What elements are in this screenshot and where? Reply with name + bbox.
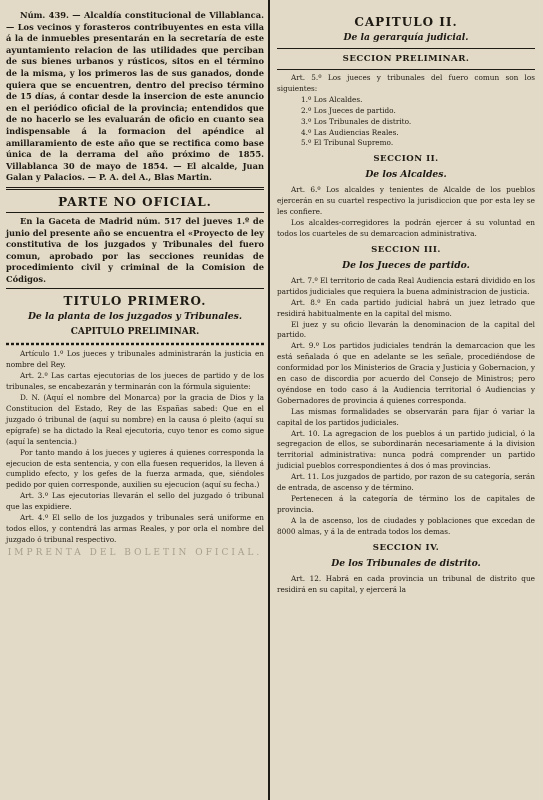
double-rule — [6, 187, 264, 190]
rule — [6, 288, 264, 289]
article-2: Art. 2.º Las cartas ejecutorias de los jueces de partido y de los tribunales, se encabezarán y terminarán con la fórmula siguiente: — [6, 371, 264, 392]
column-divider — [268, 0, 270, 800]
article-6-para: Los alcaldes-corregidores la podrán ejercer á su voluntad en todos los cuarteles de su demarcacion administrativa. — [277, 218, 535, 238]
article-5: Art. 5.º Los jueces y tribunales del fuero comun son los siguientes: — [277, 73, 535, 93]
alcaldia-notice: Núm. 439. — Alcaldía constitucional de Villablanca. — Los vecinos y forasteros contribuyentes en esta villa á la de inmuebles presentarán en la secretaría de este ayuntamiento relacion de las utilidades que perciban de sus bienes urbanos y rústicos, sitos en el término de la misma, y los primeros las de sus ganados, donde quiera que se encuentren, dentro del preciso término de 15 días, á contar desde la insercion de este anuncio en el periódico oficial de la provincia; entendidos que de no hacerlo se les evaluarán de oficio en cuanto sea indispensable á la formacion del apéndice al amillaramiento de este año que se rectifica como base única de la derrama del año próximo de 1855. Villablanca 30 de mayo de 1854. — El alcalde, Juan Galan y Palacios. — P. A. del A., Blas Martin. — [6, 10, 264, 183]
article-4: Art. 4.º El sello de los juzgados y tribunales será uniforme en todos ellos, y contendrá las armas Reales, y por orla el nombre del juzgado ó tribunal respectivo. — [6, 513, 264, 544]
article-12: Art. 12. Habrá en cada provincia un tribunal de distrito que residirá en su capital, y ejercerá la — [277, 573, 535, 594]
article-11: Art. 11. Los juzgados de partido, por razon de su categoría, serán de entrada, de ascenso y de término. — [277, 472, 535, 493]
article-11-para: Pertenecen á la categoría de término los de capitales de provincia. — [277, 494, 535, 514]
rule — [277, 69, 535, 70]
seccion-iv-heading: SECCION IV. — [372, 542, 440, 553]
seccion-preliminar-heading: SECCION PRELIMINAR. — [342, 54, 470, 64]
seccion-iii-subheading: De los Jueces de partido. — [342, 259, 470, 271]
list-item: 5.º El Tribunal Supremo. — [301, 138, 394, 148]
list-item: 2.º Los Jueces de partido. — [301, 105, 396, 115]
article-9: Art. 9.º Los partidos judiciales tendrán la demarcacion que les está señalada ó que en adelante se les señale, procediéndose de conformidad por los Ministerios de Gracia y Justicia y Gobernacion, y en caso de discordia por acuerdo del Consejo de Ministros; pero oyéndose en todo caso á la Audiencia territorial ó Audiencias y Gobernadores de provincia á quienes corresponda. — [277, 341, 535, 405]
imprenta-stamp: IMPRENTA DEL BOLETIN OFICIAL. — [7, 547, 263, 558]
court-list — [277, 95, 535, 150]
seccion-iv-subheading: De los Tribunales de distrito. — [331, 557, 481, 569]
article-7: Art. 7.º El territorio de cada Real Audiencia estará dividido en los partidos judiciales que requiera la buena administracion de justicia. — [277, 275, 535, 296]
capitulo-ii-subheading: De la gerarquía judicial. — [343, 32, 469, 43]
right-column — [277, 10, 535, 595]
formula-paragraph-2: Por tanto mando á los jueces y ugieres á quienes corresponda la ejecucion de esta sentencia, y con ella fuesen requeridos, la lleven á cumplido efecto, y los gefes de la fuerza armada, que, siéndoles pedido por quien corresponde, auxilien su ejecucion (aquí su fecha.) — [6, 447, 264, 490]
rule — [277, 48, 535, 49]
parte-no-oficial-heading: PARTE NO OFICIAL. — [58, 194, 212, 209]
formula-paragraph-1: D. N. (Aquí el nombre del Monarca) por la gracia de Dios y la Constitucion del Estado, Rey de las Españas sabed: Que en el juzgado ó tribunal de (aquí su nombre) en la causa ó pleito (aquí su epígrafe) se ha dictado la Real ejecutoria, cuyo tenor es como sigue (aquí la sentencia.) — [6, 393, 264, 446]
article-9-para: Las mismas formalidades se observarán para fijar ó variar la capital de los partidos judiciales. — [277, 406, 535, 427]
list-item: 1.º Los Alcaldes. — [301, 94, 363, 104]
capitulo-preliminar-heading: CAPITULO PRELIMINAR. — [70, 327, 200, 338]
article-3: Art. 3.º Las ejecutorias llevarán el sello del juzgado ó tribunal que las expidiere. — [6, 491, 264, 512]
article-8-para: El juez y su oficio llevarán la denominacion de la capital del partido. — [277, 319, 535, 340]
article-1: Artículo 1.º Los jueces y tribunales administrarán la justicia en nombre del Rey. — [6, 349, 264, 370]
seccion-iii-heading: SECCION III. — [371, 244, 441, 255]
rule — [6, 212, 264, 213]
article-6: Art. 6.º Los alcaldes y tenientes de Alcalde de los pueblos ejercerán en su cuartel respectivo la jurisdiccion que por esta ley se les confiere. — [277, 185, 535, 217]
left-column — [6, 10, 264, 558]
list-item: 4.º Las Audiencias Reales. — [301, 127, 399, 137]
gaceta-intro: En la Gaceta de Madrid núm. 517 del jueves 1.º de junio del presente año se encuentra el «Proyecto de ley constitutiva de los juzgados y Tribunales del fuero comun, aprobado por las secciones reunidas de procedimiento civil y criminal de la Comision de Códigos. — [6, 215, 264, 284]
ornament-rule — [6, 343, 264, 345]
list-item: 3.º Los Tribunales de distrito. — [301, 116, 412, 126]
capitulo-ii-heading: CAPITULO II. — [354, 15, 458, 29]
titulo-subheading: De la planta de los juzgados y Tribunales. — [27, 311, 243, 323]
article-11-para-2: A la de ascenso, los de ciudades y poblaciones que excedan de 8000 almas, y á la de entrada todos los demas. — [277, 515, 535, 536]
article-8: Art. 8.º En cada partido judicial habrá un juez letrado que residirá habitualmente en la capital del mismo. — [277, 297, 535, 318]
titulo-primero-heading: TITULO PRIMERO. — [63, 294, 207, 309]
seccion-ii-subheading: De los Alcaldes. — [365, 169, 447, 181]
seccion-ii-heading: SECCION II. — [373, 154, 439, 165]
article-10: Art. 10. La agregacion de los pueblos á un partido judicial, ó la segregacion de ellos, se subordinarán necesariamente á la division territorial administrativa: nunca podrá comprender un partido judicial pueblos correspondientes á dos ó mas provincias. — [277, 428, 535, 471]
